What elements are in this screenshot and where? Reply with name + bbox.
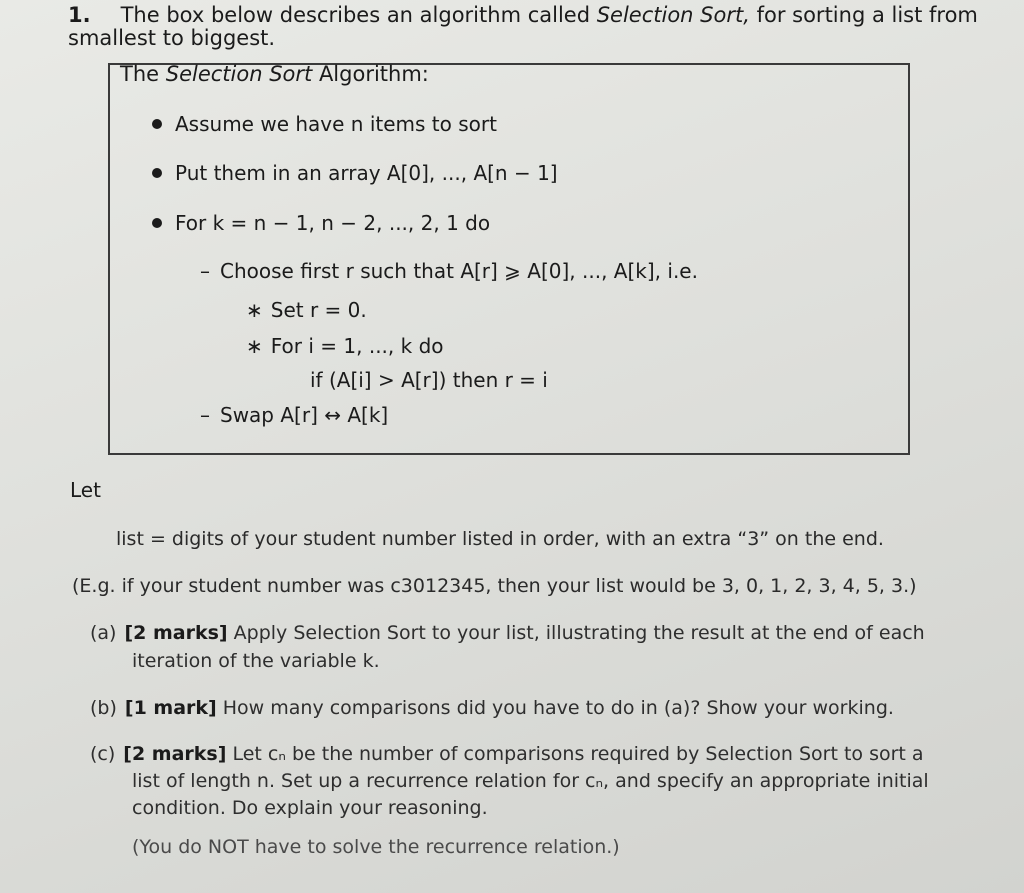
substep-set-r-text: Set r = 0. — [270, 298, 367, 322]
bullet-2-text: Put them in an array A[0], ..., A[n − 1] — [175, 161, 558, 185]
bullet-1-text: Assume we have n items to sort — [175, 112, 497, 136]
star-icon: ∗ — [246, 334, 263, 358]
bullet-1 — [152, 112, 497, 136]
header-algorithm-name: Selection Sort, — [596, 3, 750, 27]
box-title — [120, 62, 429, 86]
header-text: The box below describes an algorithm called — [120, 3, 591, 27]
part-a-line1: Apply Selection Sort to your list, illustrating the result at the end of each — [233, 622, 925, 644]
question-number: 1. — [68, 3, 91, 27]
box-title-em: Selection Sort — [165, 62, 313, 86]
box-title-post: Algorithm: — [318, 62, 429, 86]
let-label: Let — [70, 478, 101, 502]
part-c-line2: list of length n. Set up a recurrence relation for cₙ, and specify an appropriate initial — [132, 770, 929, 792]
substep-for-i — [246, 334, 444, 358]
bullet-3-text: For k = n − 1, n − 2, ..., 2, 1 do — [175, 211, 491, 235]
bullet-3 — [152, 211, 490, 235]
list-definition: list = digits of your student number listed in order, with an extra “3” on the end. — [116, 528, 884, 550]
part-b-text: How many comparisons did you have to do in (a)? Show your working. — [222, 697, 894, 719]
example-text: (E.g. if your student number was c3012345, then your list would be 3, 0, 1, 2, 3, 4, 5, 3.) — [72, 575, 917, 597]
header-line2: smallest to biggest. — [68, 26, 276, 50]
bullet-dot-icon — [152, 218, 162, 228]
substep-swap — [200, 403, 388, 427]
part-b — [90, 697, 894, 719]
header-tail: for sorting a list from — [756, 3, 978, 27]
part-a — [90, 622, 925, 644]
part-c — [90, 743, 924, 765]
substep-choose — [200, 259, 698, 283]
part-c-note: (You do NOT have to solve the recurrence relation.) — [132, 836, 620, 858]
star-icon: ∗ — [246, 298, 263, 322]
part-c-marks: [2 marks] — [123, 743, 227, 765]
box-title-pre: The — [120, 62, 160, 86]
substep-if: if (A[i] > A[r]) then r = i — [310, 368, 548, 392]
part-a-label: (a) — [90, 622, 117, 644]
part-c-line3: condition. Do explain your reasoning. — [132, 797, 488, 819]
part-c-line1: Let cₙ be the number of comparisons required by Selection Sort to sort a — [232, 743, 924, 765]
bullet-dot-icon — [152, 119, 162, 129]
bullet-dot-icon — [152, 168, 162, 178]
substep-set-r — [246, 298, 367, 322]
dash-icon: – — [200, 259, 210, 283]
part-a-marks: [2 marks] — [124, 622, 228, 644]
part-a-line2: iteration of the variable k. — [132, 650, 380, 672]
dash-icon: – — [200, 403, 210, 427]
substep-swap-text: Swap A[r] ↔ A[k] — [220, 403, 389, 427]
bullet-2 — [152, 161, 558, 185]
part-b-marks: [1 mark] — [124, 697, 217, 719]
substep-for-i-text: For i = 1, ..., k do — [270, 334, 444, 358]
part-c-label: (c) — [90, 743, 116, 765]
substep-choose-text: Choose first r such that A[r] ⩾ A[0], ..., A[k], i.e. — [220, 259, 698, 283]
part-b-label: (b) — [90, 697, 117, 719]
